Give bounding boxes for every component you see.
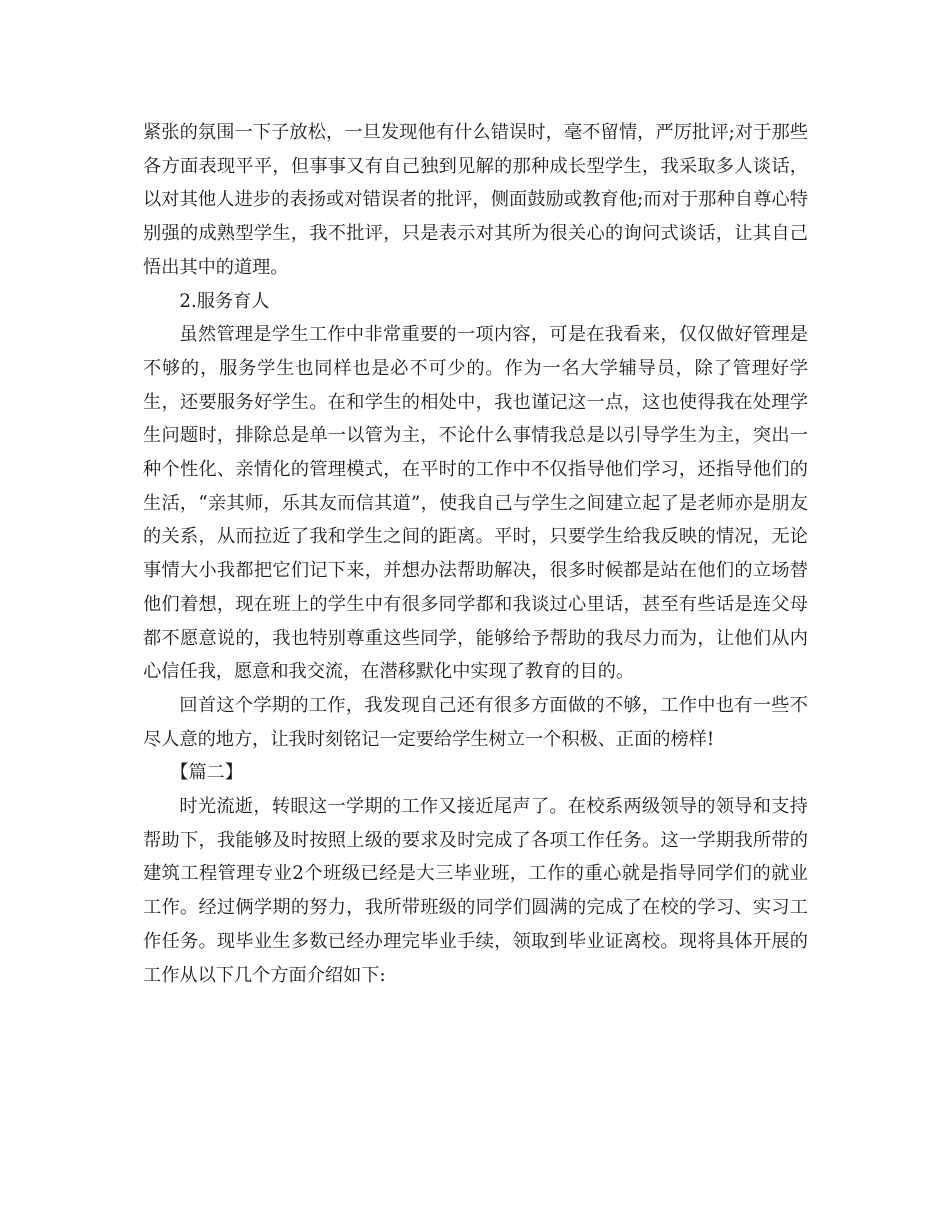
paragraph-reflection: 回首这个学期的工作，我发现自己还有很多方面做的不够，工作中也有一些不尽人意的地方，让我时刻铭记一定要给学生树立一个积极、正面的榜样! <box>143 694 808 750</box>
paragraph-continuation: 紧张的氛围一下子放松，一旦发现他有什么错误时，毫不留情，严厉批评;对于那些各方面表现平平，但事事又有自己独到见解的那种成长型学生，我采取多人谈话，以对其他人进步的表扬或对错误者的批评，侧面鼓励或教育他;而对于那种自尊心特别强的成熟型学生，我不批评，只是表示对其所为很关心的询问式谈话，让其自己悟出其中的道理。 <box>143 122 808 278</box>
document-body <box>143 116 808 992</box>
paragraph-part-two-intro: 时光流逝，转眼这一学期的工作又接近尾声了。在校系两级领导的领导和支持帮助下，我能够及时按照上级的要求及时完成了各项工作任务。这一学期我所带的建筑工程管理专业2个班级已经是大三毕业班，工作的重心就是指导同学们的就业工作。经过俩学期的努力，我所带班级的同学们圆满的完成了在校的学习、实习工作任务。现毕业生多数已经办理完毕业手续，领取到毕业证离校。现将具体开展的工作从以下几个方面介绍如下: <box>143 796 808 986</box>
paragraph-service: 虽然管理是学生工作中非常重要的一项内容，可是在我看来，仅仅做好管理是不够的，服务学生也同样也是必不可少的。作为一名大学辅导员，除了管理好学生，还要服务好学生。在和学生的相处中，我也谨记这一点，这也使得我在处理学生问题时，排除总是单一以管为主，不论什么事情我总是以引导学生为主，突出一种个性化、亲情化的管理模式，在平时的工作中不仅指导他们学习，还指导他们的生活，“亲其师，乐其友而信其道”，使我自己与学生之间建立起了是老师亦是朋友的关系，从而拉近了我和学生之间的距离。平时，只要学生给我反映的情况，无论事情大小我都把它们记下来，并想办法帮助解决，很多时候都是站在他们的立场替他们着想，现在班上的学生中有很多同学都和我谈过心里话，甚至有些话是连父母都不愿意说的，我也特别尊重这些同学，能够给予帮助的我尽力而为，让他们从内心信任我，愿意和我交流，在潜移默化中实现了教育的目的。 <box>143 324 808 683</box>
section-heading-service: 2.服务育人 <box>179 290 270 312</box>
section-marker-part-two: 【篇二】 <box>170 762 244 784</box>
